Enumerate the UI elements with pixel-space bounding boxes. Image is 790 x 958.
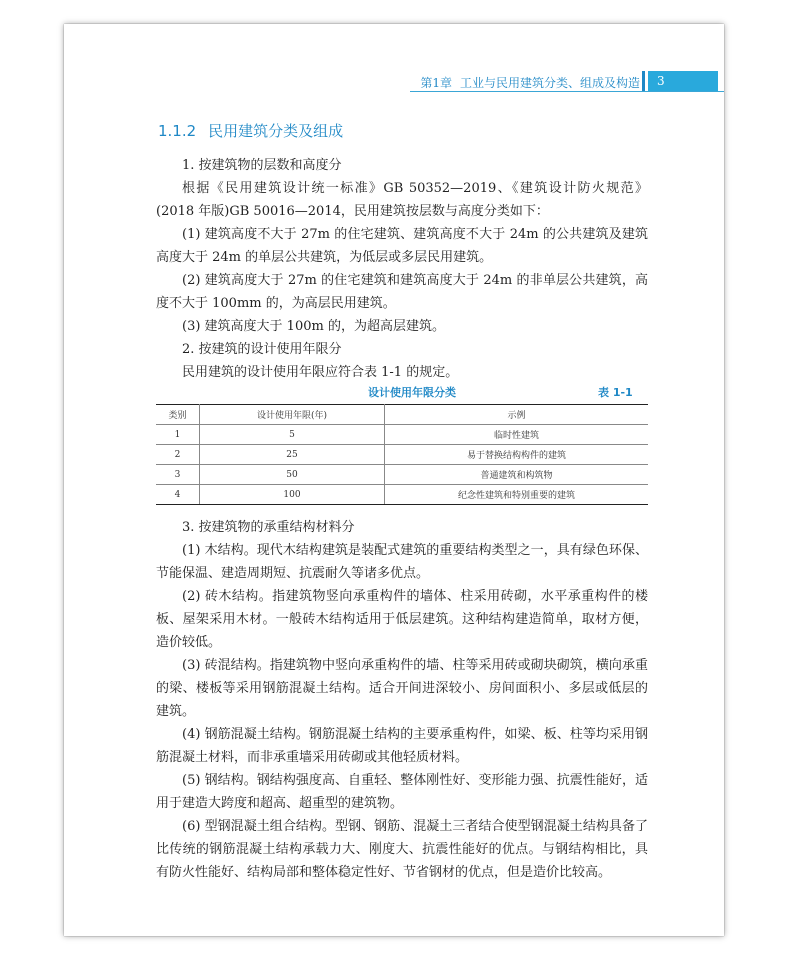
part3-item-4: (4) 钢筋混凝土结构。钢筋混凝土结构的主要承重构件，如梁、板、柱等均采用钢筋混凝土材料，而非承重墙采用砖砌或其他轻质材料。: [156, 727, 648, 765]
part3-item-5: (5) 钢结构。钢结构强度高、自重轻、整体刚性好、变形能力强、抗震性能好，适用于建造大跨度和超高、超重型的建筑物。: [156, 773, 648, 811]
table-title: 设计使用年限分类: [368, 386, 456, 399]
section-title: [158, 120, 343, 141]
part3-item-2: (2) 砖木结构。指建筑物竖向承重构件的墙体、柱采用砖砌，水平承重构件的楼板、屋架采用木材。一般砖木结构适用于低层建筑。这种结构建造简单，取材方便，造价较低。: [156, 589, 648, 650]
table-cell: 5: [200, 425, 385, 445]
table-row: [156, 465, 648, 485]
service-life-table: [156, 404, 648, 505]
section-title-text: 民用建筑分类及组成: [208, 122, 344, 140]
table-row: [156, 425, 648, 445]
header-cell: 类别: [156, 405, 200, 425]
part2-intro: 民用建筑的设计使用年限应符合表 1-1 的规定。: [182, 365, 459, 380]
table-cell: 普通建筑和构筑物: [385, 465, 649, 485]
table-cell: 3: [156, 465, 200, 485]
part1-block: [156, 154, 648, 384]
table-cell: 纪念性建筑和特别重要的建筑: [385, 485, 649, 505]
chapter-number: 第1章: [420, 76, 452, 90]
part3-block: [156, 516, 648, 884]
chapter-heading: [420, 74, 640, 91]
table-cell: 25: [200, 445, 385, 465]
part1-intro: 根据《民用建筑设计统一标准》GB 50352—2019、《建筑设计防火规范》(2018 年版)GB 50016—2014，民用建筑按层数与高度分类如下：: [156, 181, 648, 219]
table-cell: 100: [200, 485, 385, 505]
table-cell: 2: [156, 445, 200, 465]
table-row: [156, 485, 648, 505]
table-caption: [156, 384, 648, 400]
page-number: 3: [648, 71, 718, 91]
header-cell: 示例: [385, 405, 649, 425]
part3-heading: 3. 按建筑物的承重结构材料分: [182, 520, 355, 535]
header-cell: 设计使用年限(年): [200, 405, 385, 425]
part2-heading: 2. 按建筑的设计使用年限分: [182, 342, 342, 357]
header-accent-bar: [642, 71, 645, 91]
table-header-row: [156, 405, 648, 425]
part1-heading: 1. 按建筑物的层数和高度分: [182, 158, 342, 173]
running-header: [64, 72, 724, 92]
table-cell: 50: [200, 465, 385, 485]
part3-item-6: (6) 型钢混凝土组合结构。型钢、钢筋、混凝土三者结合使型钢混凝土结构具备了比传统的钢筋混凝土结构承载力大、刚度大、抗震性能好的优点。与钢结构相比，具有防火性能好、结构局部和整体稳定性好、节省钢材的优点，但是造价比较高。: [156, 819, 648, 880]
table-cell: 4: [156, 485, 200, 505]
table-row: [156, 445, 648, 465]
book-page: [64, 24, 724, 936]
part1-item-3: (3) 建筑高度大于 100m 的，为超高层建筑。: [182, 319, 445, 334]
table-cell: 易于替换结构构件的建筑: [385, 445, 649, 465]
part3-item-3: (3) 砖混结构。指建筑物中竖向承重构件的墙、柱等采用砖或砌块砌筑，横向承重的梁、楼板等采用钢筋混凝土结构。适合开间进深较小、房间面积小、多层或低层的建筑。: [156, 658, 648, 719]
chapter-title: 工业与民用建筑分类、组成及构造: [459, 76, 640, 90]
part3-item-1: (1) 木结构。现代木结构建筑是装配式建筑的重要结构类型之一，具有绿色环保、节能保温、建造周期短、抗震耐久等诸多优点。: [156, 543, 648, 581]
part1-item-1: (1) 建筑高度不大于 27m 的住宅建筑、建筑高度不大于 24m 的公共建筑及建筑高度大于 24m 的单层公共建筑，为低层或多层民用建筑。: [156, 227, 648, 265]
table-cell: 临时性建筑: [385, 425, 649, 445]
section-number: 1.1.2: [158, 122, 197, 140]
part1-item-2: (2) 建筑高度大于 27m 的住宅建筑和建筑高度大于 24m 的非单层公共建筑，高度不大于 100mm 的，为高层民用建筑。: [156, 273, 648, 311]
table-number: 表 1-1: [598, 386, 633, 399]
table-cell: 1: [156, 425, 200, 445]
header-rule: [410, 91, 724, 92]
